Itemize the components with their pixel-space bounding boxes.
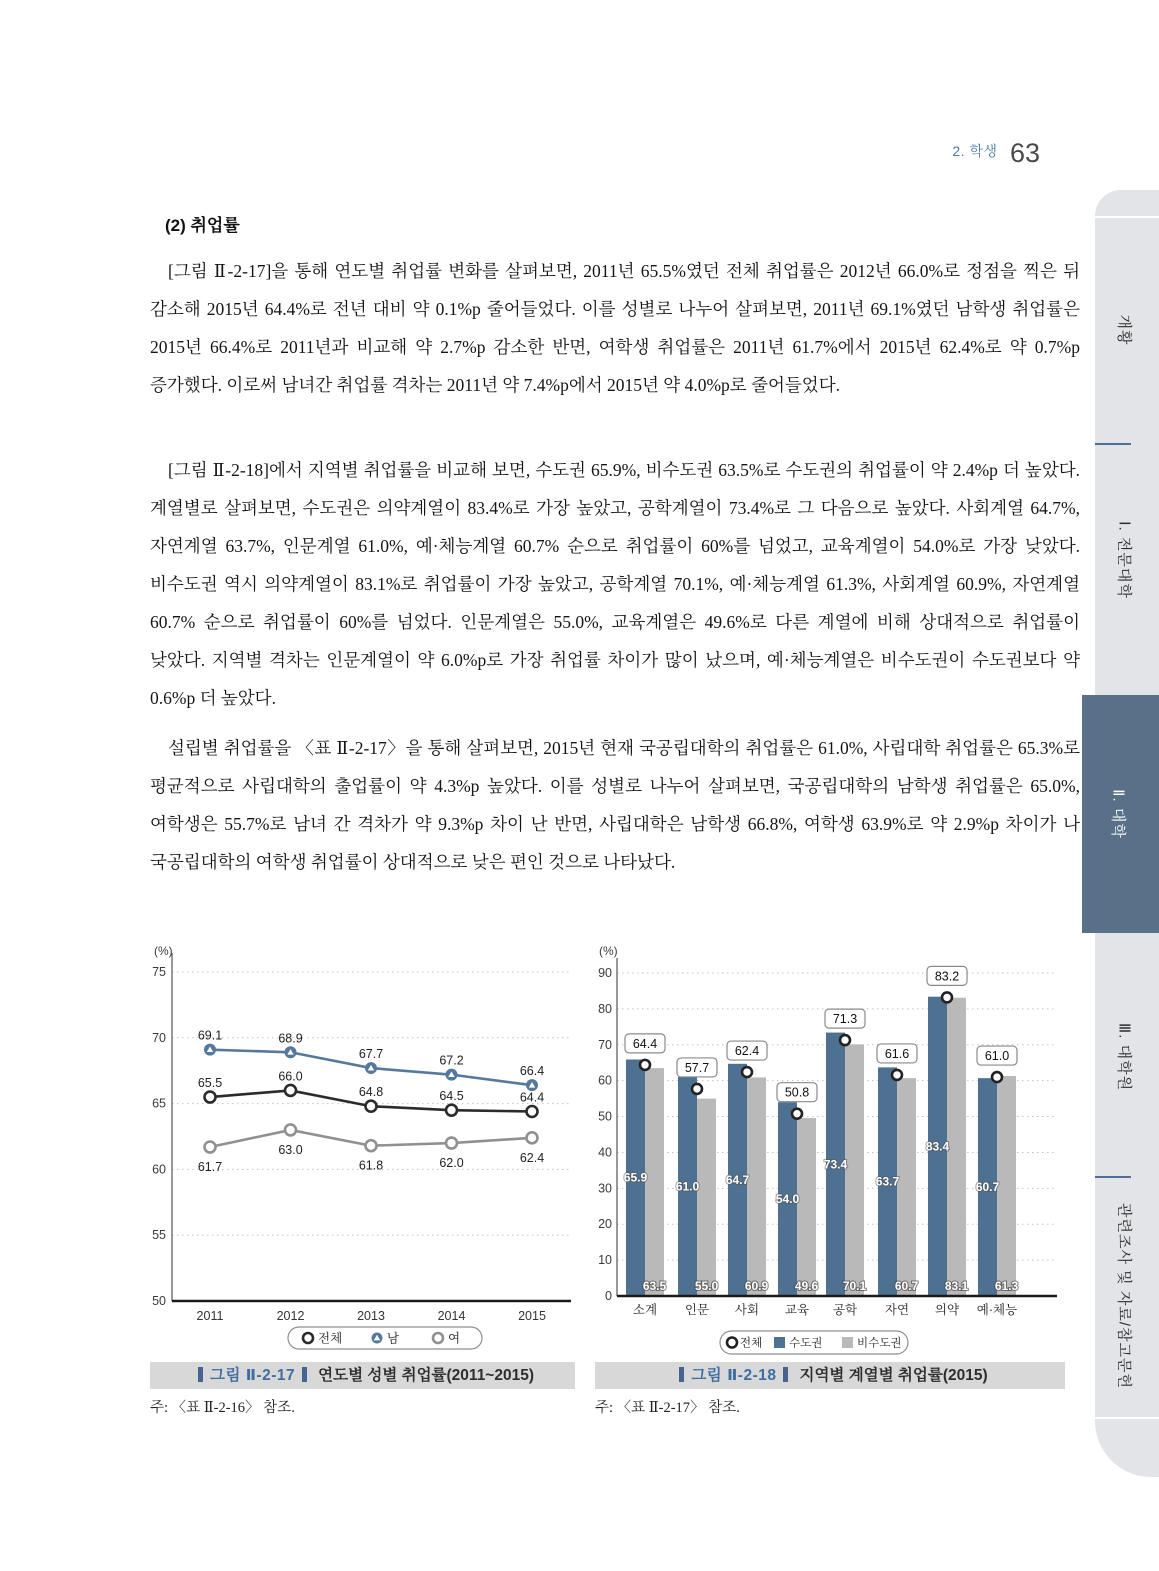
svg-text:65.9: 65.9: [623, 1170, 648, 1185]
svg-text:교육: 교육: [784, 1303, 810, 1317]
sidebar-item-university: Ⅱ. 대학: [1109, 789, 1127, 839]
svg-text:75: 75: [152, 965, 166, 979]
figure-note-17: 주: 〈표 Ⅱ-2-16〉 참조.: [150, 1400, 295, 1416]
svg-text:소계: 소계: [632, 1303, 658, 1317]
figure-title: 지역별 계열별 취업률(2015): [799, 1367, 988, 1384]
svg-text:65: 65: [152, 1096, 166, 1111]
svg-text:64.4: 64.4: [519, 1090, 545, 1105]
tab-divider-1: [1095, 443, 1131, 445]
svg-text:62.0: 62.0: [439, 1156, 464, 1171]
svg-text:49.6: 49.6: [794, 1279, 819, 1293]
tab-rail-top-cap: [1095, 190, 1159, 216]
svg-text:68.9: 68.9: [278, 1031, 303, 1046]
svg-text:인문: 인문: [684, 1303, 710, 1317]
figure-title: 연도별 성별 취업률(2011~2015): [318, 1367, 535, 1384]
svg-text:2011: 2011: [196, 1309, 224, 1323]
svg-text:65.5: 65.5: [197, 1076, 223, 1091]
svg-text:62.4: 62.4: [734, 1044, 760, 1059]
svg-text:40: 40: [598, 1145, 612, 1160]
svg-text:2014: 2014: [437, 1309, 466, 1323]
svg-text:비수도권: 비수도권: [857, 1337, 902, 1350]
section-heading: (2) 취업률: [165, 216, 240, 235]
caption-bar-icon: [302, 1367, 307, 1382]
svg-text:64.4: 64.4: [632, 1036, 658, 1051]
paragraph-1: [그림 Ⅱ-2-17]을 통해 연도별 취업률 변화를 살펴보면, 2011년 65.5%였던 전체 취업률은 2012년 66.0%로 정점을 찍은 뒤 감소해 2015년 64.4%로 전년 대비 약 0.1%p 줄어들었다. 이를 성별로 나누어 살펴보면, 2011년 69.1%였던 남학생 취업률은 2015년 66.4%로 2011년과 비교해 약 2.7%p 감소한 반면, 여학생 취업률은 2011년 61.7%에서 2015년 62.4%로 약 0.7%p 증가했다. 이로써 남녀간 취업률 격차는 2011년 약 7.4%p에서 2015년 약 4.0%p로 줄어들었다.: [150, 261, 1080, 395]
sidebar-item-references: 관련조사 및 자료/참고문헌: [1115, 1203, 1133, 1389]
svg-text:50: 50: [598, 1109, 612, 1124]
svg-text:70.1: 70.1: [842, 1279, 867, 1293]
svg-text:수도권: 수도권: [789, 1337, 823, 1350]
svg-text:30: 30: [598, 1181, 612, 1196]
figure-caption-17: [150, 1362, 575, 1389]
tab-divider-2: [1095, 1176, 1131, 1178]
svg-text:54.0: 54.0: [775, 1192, 800, 1207]
figure-caption-18: [595, 1362, 1065, 1389]
svg-text:60: 60: [152, 1162, 166, 1177]
svg-text:60.7: 60.7: [894, 1279, 919, 1293]
svg-text:80: 80: [598, 1001, 612, 1016]
tab-rail-bottom-cap: [1095, 1419, 1159, 1477]
bar-chart-panel: [595, 943, 1065, 1358]
svg-text:63.7: 63.7: [875, 1174, 900, 1189]
svg-text:63.0: 63.0: [278, 1142, 303, 1157]
svg-text:61.7: 61.7: [197, 1160, 223, 1175]
svg-text:2013: 2013: [357, 1309, 385, 1323]
svg-text:20: 20: [598, 1217, 612, 1232]
svg-text:0: 0: [605, 1289, 612, 1303]
svg-text:(%): (%): [154, 944, 173, 958]
svg-text:61.0: 61.0: [675, 1179, 700, 1194]
svg-text:66.4: 66.4: [519, 1064, 545, 1079]
svg-text:의약: 의약: [934, 1303, 960, 1317]
svg-text:83.1: 83.1: [944, 1279, 969, 1293]
svg-text:71.3: 71.3: [832, 1012, 858, 1027]
svg-text:60.7: 60.7: [975, 1180, 1000, 1195]
figure-note-18: 주: 〈표 Ⅱ-2-17〉 참조.: [595, 1400, 740, 1416]
svg-text:61.8: 61.8: [358, 1158, 384, 1173]
svg-text:50: 50: [152, 1294, 166, 1308]
svg-text:10: 10: [598, 1253, 612, 1268]
bar-chart: [595, 943, 1065, 1358]
svg-text:예·체능: 예·체능: [976, 1303, 1018, 1317]
svg-text:64.5: 64.5: [439, 1089, 464, 1104]
tab-overview-and-college: [1095, 218, 1159, 695]
svg-text:67.2: 67.2: [439, 1053, 464, 1068]
line-chart: [150, 943, 575, 1358]
svg-text:70: 70: [598, 1037, 612, 1052]
caption-bar-icon: [783, 1367, 788, 1382]
svg-text:60: 60: [598, 1073, 612, 1088]
svg-text:61.3: 61.3: [994, 1279, 1019, 1293]
svg-text:63.5: 63.5: [642, 1279, 667, 1293]
paragraph-2: [그림 Ⅱ-2-18]에서 지역별 취업률을 비교해 보면, 수도권 65.9%, 비수도권 63.5%로 수도권의 취업률이 약 2.4%p 더 높았다. 계열별로 살펴보면, 수도권은 의약계열이 83.4%로 가장 높았고, 공학계열이 73.4%로 그 다음으로 높았다. 사회계열 64.7%, 자연계열 63.7%, 인문계열 61.0%, 예·체능계열 60.7% 순으로 취업률이 60%를 넘었고, 교육계열이 54.0%로 가장 낮았다. 비수도권 역시 의약계열이 83.1%로 취업률이 가장 높았고, 공학계열 70.1%, 예·체능계열 61.3%, 사회계열 60.9%, 자연계열 60.7% 순으로 취업률이 60%를 넘었다. 인문계열은 55.0%, 교육계열은 49.6%로 다른 계열에 비해 상대적으로 취업률이 낮았다. 지역별 격차는 인문계열이 약 6.0%p로 가장 취업률 차이가 많이 났으며, 예·체능계열은 비수도권이 수도권보다 약 0.6%p 더 높았다.: [150, 460, 1080, 708]
svg-text:67.7: 67.7: [358, 1047, 384, 1062]
section-label: 2. 학생: [952, 143, 998, 159]
svg-text:64.7: 64.7: [725, 1172, 750, 1187]
svg-text:남: 남: [387, 1331, 400, 1346]
svg-text:50.8: 50.8: [784, 1085, 810, 1100]
caption-bar-icon: [198, 1367, 203, 1382]
svg-text:73.4: 73.4: [823, 1157, 848, 1172]
svg-text:2012: 2012: [276, 1309, 305, 1323]
sidebar-item-college: Ⅰ. 전문대학: [1115, 521, 1133, 599]
sidebar-item-gradschool: Ⅲ. 대학원: [1115, 1022, 1133, 1092]
svg-text:57.7: 57.7: [684, 1060, 710, 1075]
svg-text:전체: 전체: [740, 1337, 763, 1350]
svg-text:2015: 2015: [518, 1309, 546, 1323]
figure-number: 그림 Ⅱ-2-18: [691, 1367, 777, 1384]
svg-text:83.2: 83.2: [934, 969, 960, 984]
svg-text:62.4: 62.4: [519, 1150, 545, 1165]
svg-text:사회: 사회: [734, 1303, 760, 1317]
page-number: 63: [1009, 138, 1040, 168]
svg-text:69.1: 69.1: [197, 1028, 223, 1043]
paragraph-3: 설립별 취업률을 〈표 Ⅱ-2-17〉을 통해 살펴보면, 2015년 현재 국공립대학의 취업률은 61.0%, 사립대학 취업률은 65.3%로 평균적으로 사립대학의 출업률이 약 4.3%p 높았다. 이를 성별로 나누어 살펴보면, 국공립대학의 남학생 취업률은 65.0%, 여학생은 55.7%로 남녀 간 격차가 약 9.3%p 차이 난 반면, 사립대학은 남학생 66.8%, 여학생 63.9%로 약 2.9%p 차이가 나 국공립대학의 여학생 취업률이 상대적으로 낮은 편인 것으로 나타났다.: [150, 738, 1080, 872]
sidebar-item-overview: 개황: [1115, 314, 1133, 346]
svg-text:55: 55: [152, 1228, 166, 1243]
svg-text:90: 90: [598, 965, 612, 980]
running-header: [0, 138, 1040, 169]
svg-text:(%): (%): [599, 944, 618, 958]
svg-text:70: 70: [152, 1030, 166, 1045]
svg-text:61.6: 61.6: [884, 1046, 910, 1061]
svg-text:전체: 전체: [318, 1331, 343, 1346]
caption-bar-icon: [679, 1367, 684, 1382]
svg-text:66.0: 66.0: [278, 1069, 303, 1084]
svg-text:60.9: 60.9: [744, 1279, 769, 1293]
svg-text:61.0: 61.0: [984, 1049, 1010, 1064]
svg-text:64.8: 64.8: [358, 1085, 384, 1100]
svg-text:83.4: 83.4: [925, 1139, 950, 1154]
svg-text:자연: 자연: [884, 1303, 910, 1317]
svg-text:여: 여: [448, 1331, 461, 1346]
svg-text:55.0: 55.0: [694, 1279, 719, 1293]
figure-number: 그림 Ⅱ-2-17: [209, 1367, 296, 1384]
line-chart-panel: [150, 943, 575, 1358]
svg-text:공학: 공학: [832, 1303, 858, 1317]
